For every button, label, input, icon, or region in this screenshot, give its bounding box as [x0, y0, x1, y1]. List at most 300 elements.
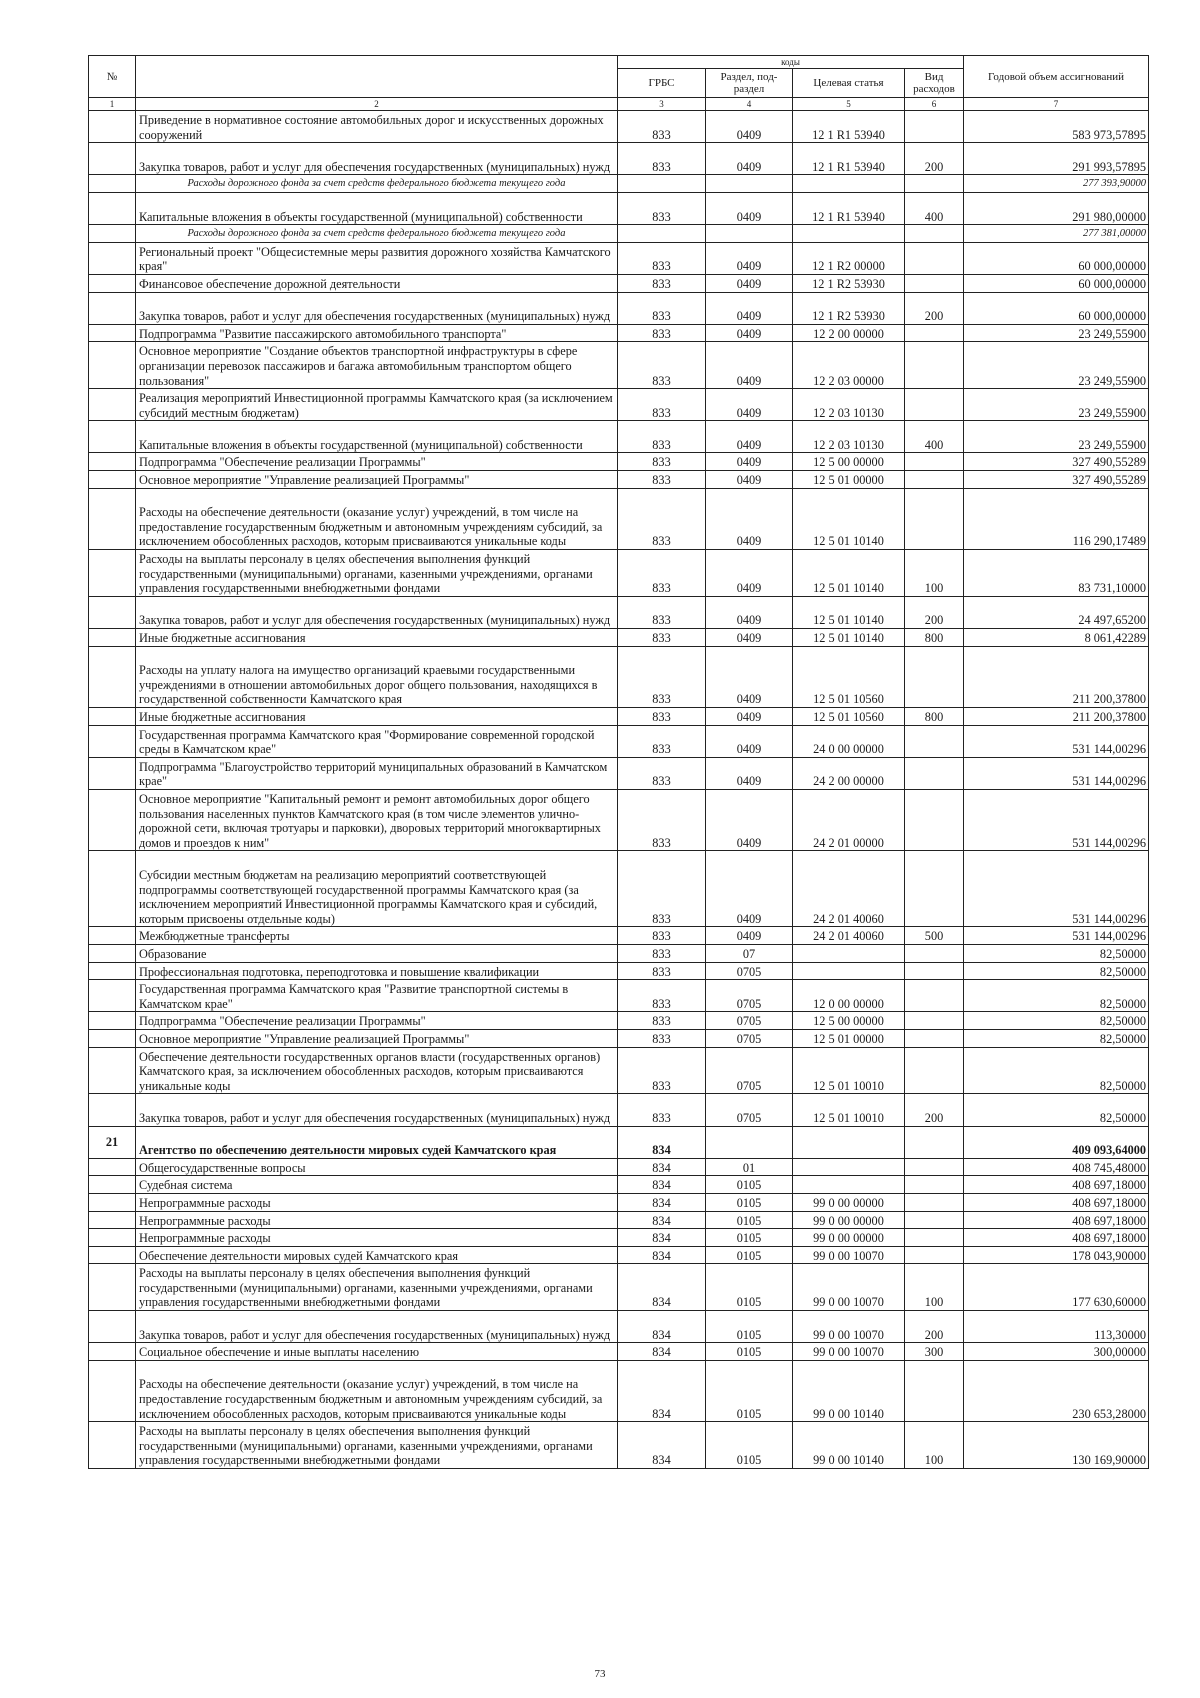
row-vid: 200 [905, 143, 964, 175]
row-razdel: 0409 [706, 471, 793, 489]
row-index [89, 1246, 136, 1264]
row-vid: 800 [905, 708, 964, 726]
table-row [89, 488, 1149, 549]
row-vid: 100 [905, 550, 964, 597]
row-celevaya: 12 5 01 00000 [793, 1029, 905, 1047]
row-grbs: 833 [618, 488, 706, 549]
row-celevaya: 12 1 R2 00000 [793, 242, 905, 274]
col-number: 2 [136, 98, 618, 111]
row-grbs: 833 [618, 1029, 706, 1047]
row-name: Образование [136, 944, 618, 962]
row-razdel: 0409 [706, 488, 793, 549]
row-index [89, 324, 136, 342]
table-row [89, 242, 1149, 274]
row-grbs: 834 [618, 1193, 706, 1211]
row-name: Подпрограмма "Обеспечение реализации Программы" [136, 1012, 618, 1030]
table-row [89, 1360, 1149, 1421]
table-row [89, 342, 1149, 389]
row-razdel: 0409 [706, 192, 793, 224]
row-name: Расходы на выплаты персоналу в целях обеспечения выполнения функций государственными (муниципальными) органами, казенными учреждениями, органами управления государственными внебюджетными фондами [136, 550, 618, 597]
table-row [89, 1158, 1149, 1176]
row-grbs: 833 [618, 927, 706, 945]
table-row [89, 453, 1149, 471]
row-name: Расходы на уплату налога на имущество организаций краевыми государственными учреждениями в отношении автомобильных дорог общего пользования, находящихся в государственной собственности Камчатского края [136, 646, 618, 707]
row-razdel: 0409 [706, 851, 793, 927]
row-name: Государственная программа Камчатского края "Развитие транспортной системы в Камчатском крае" [136, 980, 618, 1012]
row-name: Подпрограмма "Благоустройство территорий муниципальных образований в Камчатском крае" [136, 757, 618, 789]
header-name-blank [136, 56, 618, 98]
row-amount: 291 993,57895 [964, 143, 1149, 175]
row-name: Профессиональная подготовка, переподготовка и повышение квалификации [136, 962, 618, 980]
row-name: Непрограммные расходы [136, 1211, 618, 1229]
row-index [89, 550, 136, 597]
header-celevaya: Целевая статья [793, 69, 905, 98]
table-row [89, 944, 1149, 962]
row-razdel: 0105 [706, 1360, 793, 1421]
row-index [89, 1422, 136, 1469]
header-razdel: Раздел, под-раздел [706, 69, 793, 98]
row-name: Непрограммные расходы [136, 1193, 618, 1211]
row-vid [905, 1193, 964, 1211]
page-number: 73 [594, 1668, 606, 1680]
row-grbs: 833 [618, 324, 706, 342]
row-amount: 82,50000 [964, 944, 1149, 962]
row-amount: 291 980,00000 [964, 192, 1149, 224]
table-row [89, 757, 1149, 789]
row-razdel: 0409 [706, 550, 793, 597]
row-amount: 60 000,00000 [964, 242, 1149, 274]
row-amount: 211 200,37800 [964, 646, 1149, 707]
row-index [89, 175, 136, 193]
table-row [89, 646, 1149, 707]
row-vid [905, 757, 964, 789]
table-row [89, 421, 1149, 453]
row-name: Иные бюджетные ассигнования [136, 629, 618, 647]
row-razdel [706, 1126, 793, 1158]
row-index [89, 596, 136, 628]
row-grbs: 834 [618, 1264, 706, 1311]
row-index [89, 962, 136, 980]
row-name: Субсидии местным бюджетам на реализацию мероприятий соответствующей подпрограммы соответствующей государственной программы Камчатского края (за исключением мероприятий Инвестиционной программы Камчатского края и субсидий, которым присвоены отдельные коды) [136, 851, 618, 927]
row-celevaya: 24 0 00 00000 [793, 725, 905, 757]
row-grbs: 833 [618, 962, 706, 980]
row-razdel [706, 225, 793, 243]
row-amount: 23 249,55900 [964, 389, 1149, 421]
row-grbs: 833 [618, 389, 706, 421]
row-razdel: 0409 [706, 790, 793, 851]
row-celevaya: 12 5 01 00000 [793, 471, 905, 489]
row-index [89, 790, 136, 851]
row-amount: 116 290,17489 [964, 488, 1149, 549]
row-grbs: 833 [618, 980, 706, 1012]
row-celevaya: 12 5 00 00000 [793, 453, 905, 471]
table-row [89, 1211, 1149, 1229]
row-grbs: 834 [618, 1246, 706, 1264]
row-vid: 400 [905, 192, 964, 224]
row-amount: 23 249,55900 [964, 342, 1149, 389]
table-row [89, 980, 1149, 1012]
row-razdel: 0705 [706, 1094, 793, 1126]
row-index [89, 421, 136, 453]
row-vid [905, 851, 964, 927]
row-vid: 500 [905, 927, 964, 945]
row-celevaya: 24 2 01 40060 [793, 927, 905, 945]
row-grbs: 833 [618, 790, 706, 851]
row-amount: 408 697,18000 [964, 1176, 1149, 1194]
row-celevaya: 12 1 R1 53940 [793, 111, 905, 143]
row-index [89, 980, 136, 1012]
row-grbs: 833 [618, 453, 706, 471]
row-celevaya: 24 2 01 00000 [793, 790, 905, 851]
row-index [89, 629, 136, 647]
row-vid [905, 1211, 964, 1229]
row-index [89, 927, 136, 945]
row-amount: 8 061,42289 [964, 629, 1149, 647]
row-index [89, 111, 136, 143]
row-name: Капитальные вложения в объекты государственной (муниципальной) собственности [136, 192, 618, 224]
row-celevaya: 12 5 01 10010 [793, 1094, 905, 1126]
row-razdel: 0409 [706, 111, 793, 143]
row-index [89, 1360, 136, 1421]
row-name: Приведение в нормативное состояние автомобильных дорог и искусственных дорожных сооружений [136, 111, 618, 143]
row-vid [905, 1012, 964, 1030]
table-row [89, 851, 1149, 927]
row-vid [905, 225, 964, 243]
table-header [89, 56, 1149, 111]
row-amount: 277 393,90000 [964, 175, 1149, 193]
row-amount: 82,50000 [964, 1012, 1149, 1030]
row-index [89, 471, 136, 489]
row-vid [905, 471, 964, 489]
row-razdel: 0105 [706, 1246, 793, 1264]
row-amount: 24 497,65200 [964, 596, 1149, 628]
row-razdel: 0409 [706, 143, 793, 175]
row-celevaya: 99 0 00 00000 [793, 1211, 905, 1229]
row-amount: 23 249,55900 [964, 324, 1149, 342]
row-razdel [706, 175, 793, 193]
row-grbs: 833 [618, 242, 706, 274]
table-row [89, 1422, 1149, 1469]
row-grbs: 833 [618, 646, 706, 707]
col-number: 1 [89, 98, 136, 111]
row-index [89, 1229, 136, 1247]
row-grbs: 833 [618, 1047, 706, 1094]
row-razdel: 0105 [706, 1211, 793, 1229]
row-index [89, 1094, 136, 1126]
row-grbs: 833 [618, 1012, 706, 1030]
row-grbs: 833 [618, 550, 706, 597]
table-row [89, 1012, 1149, 1030]
row-amount: 408 697,18000 [964, 1229, 1149, 1247]
row-razdel: 0409 [706, 757, 793, 789]
row-grbs: 834 [618, 1343, 706, 1361]
row-celevaya: 12 5 01 10140 [793, 488, 905, 549]
row-celevaya [793, 175, 905, 193]
table-row [89, 225, 1149, 243]
row-amount: 178 043,90000 [964, 1246, 1149, 1264]
row-name: Обеспечение деятельности мировых судей Камчатского края [136, 1246, 618, 1264]
row-celevaya: 12 1 R2 53930 [793, 274, 905, 292]
table-row [89, 1047, 1149, 1094]
row-index [89, 143, 136, 175]
row-razdel: 01 [706, 1158, 793, 1176]
row-grbs: 834 [618, 1126, 706, 1158]
row-name: Обеспечение деятельности государственных органов власти (государственных органов) Камчатского края, за исключением обособленных расходов, которым присваиваются уникальные коды [136, 1047, 618, 1094]
row-name: Государственная программа Камчатского края "Формирование современной городской среды в Камчатском крае" [136, 725, 618, 757]
row-razdel: 0105 [706, 1229, 793, 1247]
row-index [89, 1012, 136, 1030]
row-vid [905, 1047, 964, 1094]
row-celevaya: 12 5 01 10560 [793, 646, 905, 707]
row-vid: 100 [905, 1264, 964, 1311]
row-celevaya: 12 5 01 10140 [793, 596, 905, 628]
row-amount: 82,50000 [964, 1029, 1149, 1047]
row-name: Основное мероприятие "Управление реализацией Программы" [136, 1029, 618, 1047]
row-vid [905, 1158, 964, 1176]
row-name: Межбюджетные трансферты [136, 927, 618, 945]
row-celevaya: 12 1 R1 53940 [793, 192, 905, 224]
row-razdel: 0409 [706, 725, 793, 757]
row-celevaya [793, 1126, 905, 1158]
row-vid: 200 [905, 292, 964, 324]
row-razdel: 0705 [706, 980, 793, 1012]
row-amount: 82,50000 [964, 1047, 1149, 1094]
row-index [89, 1264, 136, 1311]
document-page [88, 55, 1148, 1469]
header-grbs: ГРБС [618, 69, 706, 98]
row-vid [905, 389, 964, 421]
row-index [89, 851, 136, 927]
row-celevaya [793, 962, 905, 980]
row-name: Расходы на выплаты персоналу в целях обеспечения выполнения функций государственными (муниципальными) органами, казенными учреждениями, органами управления государственными внебюджетными фондами [136, 1264, 618, 1311]
row-grbs: 834 [618, 1229, 706, 1247]
row-amount: 300,00000 [964, 1343, 1149, 1361]
table-row [89, 389, 1149, 421]
row-razdel: 0409 [706, 453, 793, 471]
col-number: 4 [706, 98, 793, 111]
row-vid: 200 [905, 1311, 964, 1343]
table-row [89, 175, 1149, 193]
row-name: Непрограммные расходы [136, 1229, 618, 1247]
table-row [89, 274, 1149, 292]
row-celevaya: 12 5 01 10140 [793, 550, 905, 597]
row-celevaya: 12 2 03 10130 [793, 389, 905, 421]
row-vid: 800 [905, 629, 964, 647]
row-celevaya: 12 1 R1 53940 [793, 143, 905, 175]
row-index [89, 757, 136, 789]
row-celevaya: 99 0 00 10070 [793, 1311, 905, 1343]
row-name: Судебная система [136, 1176, 618, 1194]
row-index [89, 1029, 136, 1047]
row-razdel: 07 [706, 944, 793, 962]
table-row [89, 324, 1149, 342]
header-num: № [89, 56, 136, 98]
row-index [89, 1311, 136, 1343]
row-razdel: 0105 [706, 1311, 793, 1343]
row-razdel: 0409 [706, 927, 793, 945]
budget-table [88, 55, 1149, 1469]
row-name: Расходы на обеспечение деятельности (оказание услуг) учреждений, в том числе на предоставление государственным бюджетным и автономным учреждениям субсидий, за исключением обособленных расходов, которым присваиваются уникальные коды [136, 1360, 618, 1421]
row-vid [905, 342, 964, 389]
row-grbs: 834 [618, 1211, 706, 1229]
row-index [89, 1211, 136, 1229]
row-razdel: 0409 [706, 292, 793, 324]
row-grbs: 833 [618, 192, 706, 224]
row-amount: 83 731,10000 [964, 550, 1149, 597]
row-vid: 200 [905, 1094, 964, 1126]
row-grbs: 833 [618, 1094, 706, 1126]
row-name: Закупка товаров, работ и услуг для обеспечения государственных (муниципальных) нужд [136, 596, 618, 628]
row-vid: 100 [905, 1422, 964, 1469]
row-celevaya [793, 1176, 905, 1194]
row-amount: 327 490,55289 [964, 471, 1149, 489]
row-celevaya: 24 2 00 00000 [793, 757, 905, 789]
row-celevaya: 99 0 00 10070 [793, 1343, 905, 1361]
table-row [89, 708, 1149, 726]
row-index [89, 646, 136, 707]
row-index [89, 488, 136, 549]
col-number: 7 [964, 98, 1149, 111]
row-grbs: 833 [618, 143, 706, 175]
row-razdel: 0105 [706, 1264, 793, 1311]
row-vid [905, 1029, 964, 1047]
row-grbs: 834 [618, 1360, 706, 1421]
row-grbs: 833 [618, 274, 706, 292]
row-celevaya: 24 2 01 40060 [793, 851, 905, 927]
row-vid [905, 1176, 964, 1194]
row-amount: 408 697,18000 [964, 1193, 1149, 1211]
row-name: Общегосударственные вопросы [136, 1158, 618, 1176]
row-index [89, 1176, 136, 1194]
row-razdel: 0705 [706, 1029, 793, 1047]
row-amount: 531 144,00296 [964, 851, 1149, 927]
row-name: Основное мероприятие "Капитальный ремонт и ремонт автомобильных дорог общего пользования населенных пунктов Камчатского края (в том числе элементов улично-дорожной сети, включая тротуары и парковки), дворовых территорий многоквартирных домов и проездов к ним" [136, 790, 618, 851]
row-celevaya: 12 2 00 00000 [793, 324, 905, 342]
row-razdel: 0409 [706, 389, 793, 421]
row-vid [905, 790, 964, 851]
row-vid [905, 274, 964, 292]
row-vid [905, 1246, 964, 1264]
row-amount: 583 973,57895 [964, 111, 1149, 143]
row-vid [905, 944, 964, 962]
row-amount: 211 200,37800 [964, 708, 1149, 726]
table-row [89, 1311, 1149, 1343]
row-grbs: 833 [618, 725, 706, 757]
row-vid: 400 [905, 421, 964, 453]
row-vid [905, 1360, 964, 1421]
row-razdel: 0409 [706, 646, 793, 707]
row-celevaya: 12 5 00 00000 [793, 1012, 905, 1030]
row-amount: 60 000,00000 [964, 274, 1149, 292]
row-index [89, 342, 136, 389]
row-index [89, 192, 136, 224]
row-amount: 408 745,48000 [964, 1158, 1149, 1176]
table-row [89, 1343, 1149, 1361]
row-name: Расходы на выплаты персоналу в целях обеспечения выполнения функций государственными (муниципальными) органами, казенными учреждениями, органами управления государственными внебюджетными фондами [136, 1422, 618, 1469]
row-razdel: 0705 [706, 962, 793, 980]
row-amount: 60 000,00000 [964, 292, 1149, 324]
header-godovoy: Годовой объем ассигнований [964, 56, 1149, 98]
row-index [89, 389, 136, 421]
header-codes: коды [618, 56, 964, 69]
row-index [89, 1193, 136, 1211]
row-celevaya: 99 0 00 10070 [793, 1246, 905, 1264]
row-amount: 130 169,90000 [964, 1422, 1149, 1469]
row-razdel: 0105 [706, 1343, 793, 1361]
row-name: Капитальные вложения в объекты государственной (муниципальной) собственности [136, 421, 618, 453]
row-celevaya [793, 225, 905, 243]
row-razdel: 0409 [706, 242, 793, 274]
table-row [89, 725, 1149, 757]
row-celevaya [793, 1158, 905, 1176]
row-grbs: 833 [618, 944, 706, 962]
table-row [89, 1126, 1149, 1158]
row-amount: 531 144,00296 [964, 725, 1149, 757]
row-razdel: 0409 [706, 708, 793, 726]
row-amount: 531 144,00296 [964, 757, 1149, 789]
table-row [89, 1029, 1149, 1047]
row-vid [905, 488, 964, 549]
row-grbs: 833 [618, 596, 706, 628]
row-razdel: 0409 [706, 596, 793, 628]
row-celevaya: 99 0 00 10140 [793, 1360, 905, 1421]
header-vid: Вид расходов [905, 69, 964, 98]
row-index [89, 1047, 136, 1094]
table-row [89, 790, 1149, 851]
row-celevaya: 12 0 00 00000 [793, 980, 905, 1012]
row-celevaya: 12 5 01 10140 [793, 629, 905, 647]
row-razdel: 0409 [706, 274, 793, 292]
row-razdel: 0705 [706, 1047, 793, 1094]
row-amount: 531 144,00296 [964, 927, 1149, 945]
row-vid [905, 1229, 964, 1247]
row-name: Закупка товаров, работ и услуг для обеспечения государственных (муниципальных) нужд [136, 143, 618, 175]
row-grbs: 833 [618, 111, 706, 143]
table-row [89, 596, 1149, 628]
col-number: 6 [905, 98, 964, 111]
row-index [89, 453, 136, 471]
row-index [89, 725, 136, 757]
row-vid [905, 1126, 964, 1158]
row-razdel: 0105 [706, 1176, 793, 1194]
row-grbs: 834 [618, 1422, 706, 1469]
row-index [89, 225, 136, 243]
row-amount: 408 697,18000 [964, 1211, 1149, 1229]
row-name: Закупка товаров, работ и услуг для обеспечения государственных (муниципальных) нужд [136, 292, 618, 324]
row-amount: 230 653,28000 [964, 1360, 1149, 1421]
row-grbs: 834 [618, 1158, 706, 1176]
row-celevaya: 99 0 00 00000 [793, 1193, 905, 1211]
row-grbs: 833 [618, 757, 706, 789]
row-index [89, 1343, 136, 1361]
row-grbs: 833 [618, 342, 706, 389]
row-celevaya: 99 0 00 00000 [793, 1229, 905, 1247]
row-grbs: 833 [618, 421, 706, 453]
row-amount: 113,30000 [964, 1311, 1149, 1343]
table-row [89, 927, 1149, 945]
row-amount: 82,50000 [964, 980, 1149, 1012]
row-name: Иные бюджетные ассигнования [136, 708, 618, 726]
row-amount: 23 249,55900 [964, 421, 1149, 453]
row-name: Финансовое обеспечение дорожной деятельности [136, 274, 618, 292]
table-row [89, 292, 1149, 324]
table-row [89, 1246, 1149, 1264]
col-number: 5 [793, 98, 905, 111]
row-amount: 82,50000 [964, 962, 1149, 980]
row-vid: 200 [905, 596, 964, 628]
row-celevaya [793, 944, 905, 962]
row-celevaya: 12 2 03 00000 [793, 342, 905, 389]
